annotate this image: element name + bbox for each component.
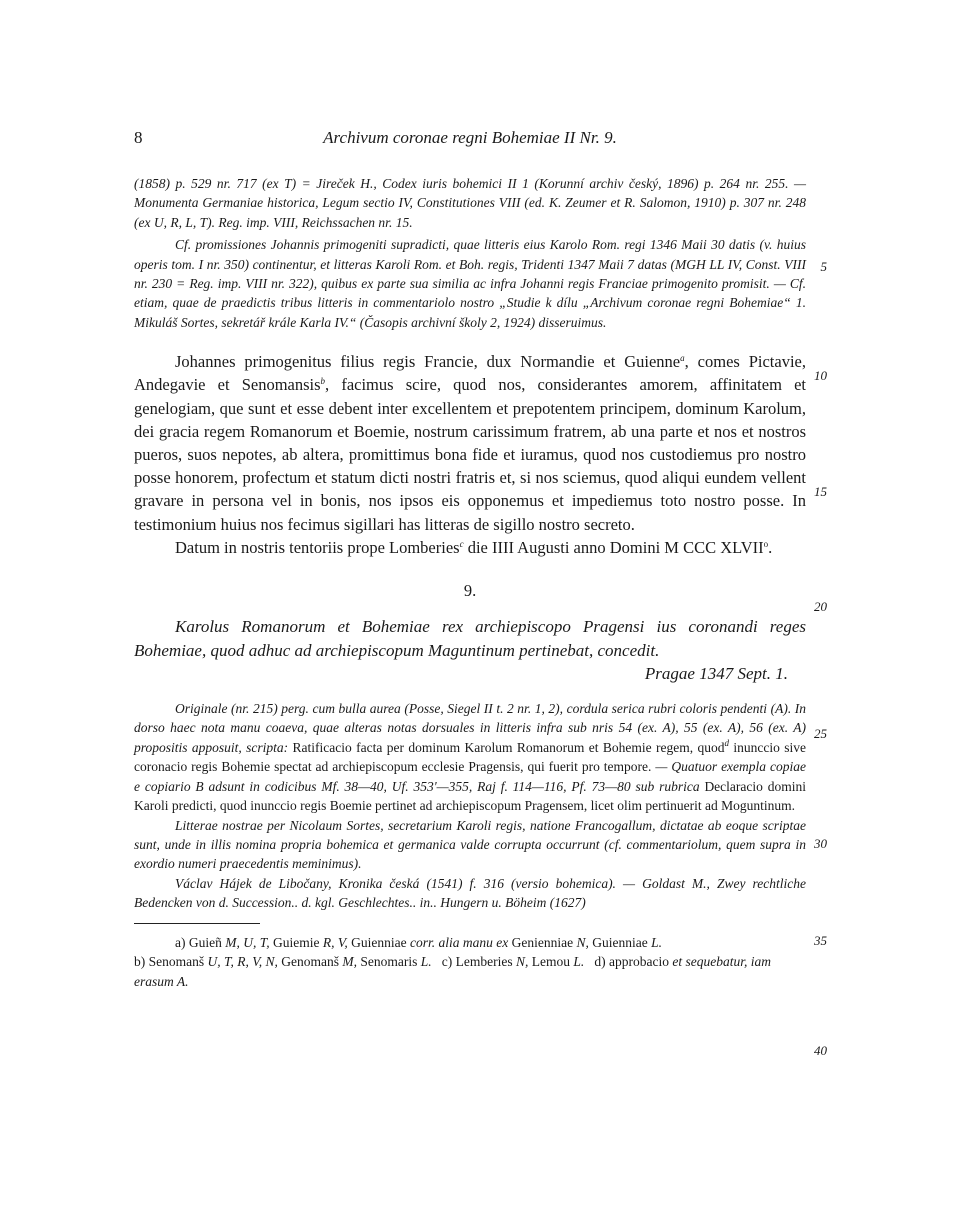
footnote-label: d) [594, 954, 606, 970]
line-number: 30 [814, 836, 827, 851]
source-note: Václav Hájek de Libočany, Kronika česká (1541) f. 316 (versio bohemica). — Goldast M., Zwey rechtliche Bedencken von d. Succession.. d. kgl. Geschlechtes.. in.. Hungern u. Böheim (1627) [134, 875, 806, 911]
footnote-mark: c [459, 538, 464, 549]
line-number: 25 [814, 726, 827, 741]
footnotes [134, 933, 806, 992]
text-run: inunccio sive coronacio regis Bohemie spectat ad archiepiscopum ecclesie Pragensis, qui fuerit pro tempore. [134, 739, 806, 775]
text-run: Lemou [528, 954, 571, 970]
footnote-rule [134, 923, 260, 924]
text-run: L. [647, 934, 662, 950]
text-run: Guiemie [269, 934, 320, 950]
regest-text: Karolus Romanorum et Bohemiae rex archiepiscopo Pragensi ius coronandi reges Bohemiae, quod adhuc ad archiepiscopum Maguntinum pertinebat, concedit. [134, 617, 806, 661]
text-run: Declaracio domini Karoli predicti, quod inunccio regis Boemie pertinet ad archiepiscopum Pragensem, licet olim pertinuerit ad Moguntinum. [134, 778, 806, 814]
text-run: Guieñ [185, 934, 222, 950]
page [134, 128, 806, 991]
source-note: Litterae nostrae per Nicolaum Sortes, secretarium Karoli regis, natione Francogallum, dictatae ab eoque scriptae sunt, unde in illis nomina propria bohemica et germanica valde corrupta occurrunt (cf. commentariolum, quem supra in exordio numeri praecedentis meminimus). [134, 817, 806, 872]
footnote-label: a) [175, 934, 186, 950]
text-run: A. [173, 973, 189, 989]
text-run: R, V, [319, 934, 348, 950]
page-number: 8 [134, 128, 143, 147]
text-run: Genienniae [508, 934, 574, 950]
footnote [134, 952, 806, 991]
line-number: 20 [814, 599, 827, 614]
text-run: — Quatuor exempla copiae e copiario B adsunt in codicibus Mf. 38—40, Uf. 353'—355, Raj f. 114—116, Pf. 73—80 sub rubrica [134, 759, 806, 794]
line-number: 5 [820, 259, 827, 274]
text-run: Senomanš [145, 954, 205, 970]
text-run: M, U, T, [221, 934, 270, 950]
footnote-mark: d [724, 737, 729, 748]
footnote-mark: a [680, 353, 685, 364]
footnote-label: c) [441, 954, 453, 970]
text-run: U, T, R, V, N, [204, 954, 278, 970]
source-notes [134, 699, 806, 912]
text-run: , facimus scire, quod nos, considerantes amorem, affinitatem et genelogiam, que sunt et esse debent inter excellentem et prepotentem principem, dominum Karolum, dei gracia regem Romanorum et Boemie, nostrum carissimum fratrem, ab una parte et nos et nostros pueros, suos nepotes, ab altera, promittimus bona fide et iuramus, quod nos custodiemus pro nostro posse honorem, profectum et statum dicti nostri fratris et, si nos sciemus, quod aliqui eundem vellent gravare in persona vel in bonis, nos ipsos eis opponemus et impediemus toto nostro posse. In testimonium huius nos fecimus sigillari has litteras de sigillo nostro secreto. [134, 375, 806, 534]
running-header [134, 128, 806, 154]
document-number: 9. [463, 581, 477, 601]
text-run: Guienniae [347, 934, 407, 950]
running-title: Archivum coronae regni Bohemiae II Nr. 9. [323, 128, 617, 147]
text-run: corr. alia manu ex [406, 934, 509, 950]
text-run: Lemberies [452, 954, 513, 970]
source-note [134, 699, 806, 815]
text-run: die IIII Augusti anno Domini M CCC XLVII [463, 537, 764, 557]
main-text-paragraph [134, 350, 806, 536]
commentary-paragraph: Cf. promissiones Johannis primogeniti supradicti, quae litteris eius Karolo Rom. regi 1346 Maii 30 datis (v. huius operis tom. I nr. 350) continentur, et litteras Karoli Rom. et Boh. regis, Tridenti 1347 Maii 7 datas (MGH LL IV, Const. VIII nr. 230 = Reg. imp. VIII nr. 322), quibus ex parte sua similia ac infra Johanni regis Franciae primogenito promisit. — Cf. etiam, quae de praedictis tribus litteris in commentariolo nostro „Studie k dílu „Archivum coronae regni Bohemiae“ 1. Mikuláš Sortes, sekretář krále Karla IV.“ (Časopis archivní školy 2, 1924) disseruimus. [134, 237, 806, 330]
line-number: 15 [814, 484, 827, 499]
text-run: Datum in nostris tentoriis prope Lomberies [175, 537, 460, 557]
footnote [134, 933, 806, 953]
place-date: Pragae 1347 Sept. 1. [644, 664, 788, 684]
line-number: 40 [814, 1043, 827, 1058]
text-run: Originale (nr. 215) perg. cum bulla aurea (Posse, Siegel II t. 2 nr. 1, 2), cordula serica rubri coloris pendenti (A). In dorso haec nota manu coaeva, quae alteras notas dorsuales in litteris infra sub nris 54 (ex. A), 55 (ex. A), 56 (ex. A) propositis apposuit, scripta: [134, 701, 806, 755]
text-run: Guienniae [588, 934, 648, 950]
superscript-o: o [763, 538, 769, 549]
document-text [134, 350, 806, 559]
text-run: , comes Pictavie, Andegavie et Senomansis [134, 352, 806, 395]
footnote-label: b) [134, 954, 146, 970]
line-number: 10 [814, 368, 827, 383]
editorial-introduction [134, 174, 806, 332]
text-run: Genomanš [277, 954, 340, 970]
dating-clause [134, 536, 806, 559]
text-run: . [768, 537, 773, 557]
text-run: L. [570, 954, 585, 970]
text-run: approbacio [605, 954, 670, 970]
line-number: 35 [814, 933, 827, 948]
text-run: Ratificacio facta per dominum Karolum Romanorum et Bohemie regem, quod [292, 739, 725, 755]
text-run: L. [417, 954, 432, 970]
text-run: et sequebatur, iam erasum [134, 954, 772, 989]
footnote-mark: b [320, 376, 326, 387]
edition-references: (1858) p. 529 nr. 717 (ex T) = Jireček H., Codex iuris bohemici II 1 (Korunní archiv český, 1896) p. 264 nr. 255. — Monumenta Germaniae historica, Legum sectio IV, Constitutiones VIII (ed. K. Zeumer et R. Salomon, 1910) p. 307 nr. 248 (ex U, R, L, T). Reg. imp. VIII, Reichssachen nr. 15. [134, 176, 806, 230]
text-run: Johannes primogenitus filius regis Francie, dux Normandie et Guienne [175, 352, 681, 372]
text-run: N, [512, 954, 529, 970]
regest [134, 615, 806, 663]
text-run: M, [339, 954, 358, 970]
text-run: N, [573, 934, 589, 950]
text-run: Senomaris [357, 954, 418, 970]
